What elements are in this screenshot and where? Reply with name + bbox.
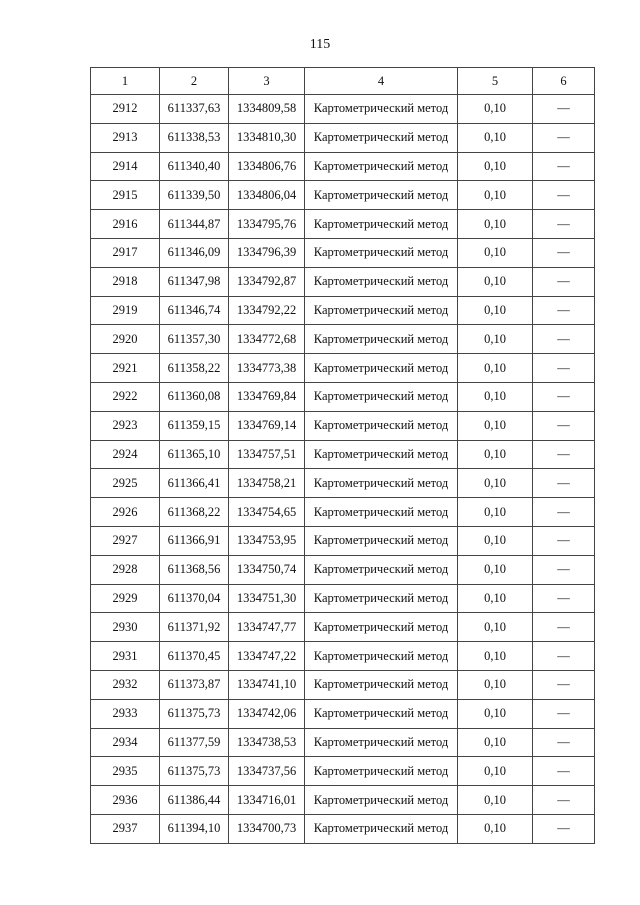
y-coordinate-cell: 1334700,73 [229, 814, 305, 843]
table-row [91, 670, 595, 699]
point-number-cell: 2921 [91, 354, 160, 383]
method-cell: Картометрический метод [305, 123, 458, 152]
coordinates-table [90, 67, 595, 844]
x-coordinate-cell: 611358,22 [160, 354, 229, 383]
note-cell: — [533, 325, 595, 354]
method-cell: Картометрический метод [305, 757, 458, 786]
accuracy-cell: 0,10 [458, 325, 533, 354]
y-coordinate-cell: 1334738,53 [229, 728, 305, 757]
accuracy-cell: 0,10 [458, 757, 533, 786]
x-coordinate-cell: 611360,08 [160, 382, 229, 411]
table-row [91, 498, 595, 527]
table-row [91, 267, 595, 296]
x-coordinate-cell: 611375,73 [160, 699, 229, 728]
point-number-cell: 2928 [91, 555, 160, 584]
method-cell: Картометрический метод [305, 786, 458, 815]
x-coordinate-cell: 611357,30 [160, 325, 229, 354]
note-cell: — [533, 210, 595, 239]
method-cell: Картометрический метод [305, 670, 458, 699]
y-coordinate-cell: 1334769,14 [229, 411, 305, 440]
note-cell: — [533, 642, 595, 671]
y-coordinate-cell: 1334773,38 [229, 354, 305, 383]
point-number-cell: 2927 [91, 526, 160, 555]
y-coordinate-cell: 1334810,30 [229, 123, 305, 152]
accuracy-cell: 0,10 [458, 814, 533, 843]
point-number-cell: 2913 [91, 123, 160, 152]
method-cell: Картометрический метод [305, 95, 458, 124]
note-cell: — [533, 181, 595, 210]
x-coordinate-cell: 611373,87 [160, 670, 229, 699]
point-number-cell: 2936 [91, 786, 160, 815]
accuracy-cell: 0,10 [458, 670, 533, 699]
point-number-cell: 2937 [91, 814, 160, 843]
accuracy-cell: 0,10 [458, 498, 533, 527]
point-number-cell: 2926 [91, 498, 160, 527]
y-coordinate-cell: 1334742,06 [229, 699, 305, 728]
y-coordinate-cell: 1334796,39 [229, 238, 305, 267]
note-cell: — [533, 555, 595, 584]
table-row [91, 642, 595, 671]
x-coordinate-cell: 611366,41 [160, 469, 229, 498]
accuracy-cell: 0,10 [458, 440, 533, 469]
method-cell: Картометрический метод [305, 699, 458, 728]
table-row [91, 325, 595, 354]
method-cell: Картометрический метод [305, 526, 458, 555]
method-cell: Картометрический метод [305, 411, 458, 440]
y-coordinate-cell: 1334741,10 [229, 670, 305, 699]
y-coordinate-cell: 1334737,56 [229, 757, 305, 786]
table-row [91, 613, 595, 642]
point-number-cell: 2922 [91, 382, 160, 411]
note-cell: — [533, 584, 595, 613]
accuracy-cell: 0,10 [458, 210, 533, 239]
method-cell: Картометрический метод [305, 584, 458, 613]
x-coordinate-cell: 611371,92 [160, 613, 229, 642]
x-coordinate-cell: 611365,10 [160, 440, 229, 469]
accuracy-cell: 0,10 [458, 786, 533, 815]
x-coordinate-cell: 611368,22 [160, 498, 229, 527]
note-cell: — [533, 757, 595, 786]
accuracy-cell: 0,10 [458, 411, 533, 440]
column-header: 2 [160, 68, 229, 95]
accuracy-cell: 0,10 [458, 95, 533, 124]
y-coordinate-cell: 1334754,65 [229, 498, 305, 527]
x-coordinate-cell: 611394,10 [160, 814, 229, 843]
y-coordinate-cell: 1334809,58 [229, 95, 305, 124]
table-row [91, 440, 595, 469]
accuracy-cell: 0,10 [458, 555, 533, 584]
point-number-cell: 2932 [91, 670, 160, 699]
note-cell: — [533, 238, 595, 267]
y-coordinate-cell: 1334792,87 [229, 267, 305, 296]
column-header: 6 [533, 68, 595, 95]
table-row [91, 469, 595, 498]
table-row [91, 526, 595, 555]
point-number-cell: 2915 [91, 181, 160, 210]
page-number: 115 [309, 37, 331, 52]
column-header: 1 [91, 68, 160, 95]
method-cell: Картометрический метод [305, 325, 458, 354]
x-coordinate-cell: 611377,59 [160, 728, 229, 757]
table-row [91, 152, 595, 181]
point-number-cell: 2918 [91, 267, 160, 296]
accuracy-cell: 0,10 [458, 613, 533, 642]
x-coordinate-cell: 611368,56 [160, 555, 229, 584]
y-coordinate-cell: 1334806,04 [229, 181, 305, 210]
note-cell: — [533, 526, 595, 555]
method-cell: Картометрический метод [305, 382, 458, 411]
table-row [91, 584, 595, 613]
accuracy-cell: 0,10 [458, 181, 533, 210]
y-coordinate-cell: 1334716,01 [229, 786, 305, 815]
accuracy-cell: 0,10 [458, 642, 533, 671]
note-cell: — [533, 814, 595, 843]
note-cell: — [533, 95, 595, 124]
note-cell: — [533, 267, 595, 296]
method-cell: Картометрический метод [305, 296, 458, 325]
point-number-cell: 2917 [91, 238, 160, 267]
y-coordinate-cell: 1334753,95 [229, 526, 305, 555]
x-coordinate-cell: 611375,73 [160, 757, 229, 786]
accuracy-cell: 0,10 [458, 584, 533, 613]
y-coordinate-cell: 1334747,77 [229, 613, 305, 642]
y-coordinate-cell: 1334772,68 [229, 325, 305, 354]
point-number-cell: 2934 [91, 728, 160, 757]
method-cell: Картометрический метод [305, 728, 458, 757]
note-cell: — [533, 152, 595, 181]
method-cell: Картометрический метод [305, 469, 458, 498]
method-cell: Картометрический метод [305, 440, 458, 469]
point-number-cell: 2919 [91, 296, 160, 325]
column-header: 3 [229, 68, 305, 95]
y-coordinate-cell: 1334806,76 [229, 152, 305, 181]
x-coordinate-cell: 611344,87 [160, 210, 229, 239]
accuracy-cell: 0,10 [458, 123, 533, 152]
table-row [91, 296, 595, 325]
accuracy-cell: 0,10 [458, 238, 533, 267]
point-number-cell: 2929 [91, 584, 160, 613]
method-cell: Картометрический метод [305, 642, 458, 671]
method-cell: Картометрический метод [305, 210, 458, 239]
y-coordinate-cell: 1334757,51 [229, 440, 305, 469]
table-row [91, 411, 595, 440]
point-number-cell: 2912 [91, 95, 160, 124]
point-number-cell: 2916 [91, 210, 160, 239]
note-cell: — [533, 123, 595, 152]
y-coordinate-cell: 1334758,21 [229, 469, 305, 498]
x-coordinate-cell: 611347,98 [160, 267, 229, 296]
method-cell: Картометрический метод [305, 555, 458, 584]
x-coordinate-cell: 611339,50 [160, 181, 229, 210]
point-number-cell: 2935 [91, 757, 160, 786]
note-cell: — [533, 354, 595, 383]
method-cell: Картометрический метод [305, 152, 458, 181]
note-cell: — [533, 728, 595, 757]
method-cell: Картометрический метод [305, 354, 458, 383]
method-cell: Картометрический метод [305, 613, 458, 642]
table-row [91, 238, 595, 267]
method-cell: Картометрический метод [305, 181, 458, 210]
x-coordinate-cell: 611346,74 [160, 296, 229, 325]
method-cell: Картометрический метод [305, 238, 458, 267]
table-row [91, 757, 595, 786]
y-coordinate-cell: 1334795,76 [229, 210, 305, 239]
x-coordinate-cell: 611340,40 [160, 152, 229, 181]
x-coordinate-cell: 611346,09 [160, 238, 229, 267]
table-row [91, 95, 595, 124]
accuracy-cell: 0,10 [458, 526, 533, 555]
table-row [91, 814, 595, 843]
accuracy-cell: 0,10 [458, 296, 533, 325]
note-cell: — [533, 786, 595, 815]
accuracy-cell: 0,10 [458, 267, 533, 296]
y-coordinate-cell: 1334769,84 [229, 382, 305, 411]
note-cell: — [533, 296, 595, 325]
column-header: 5 [458, 68, 533, 95]
y-coordinate-cell: 1334792,22 [229, 296, 305, 325]
accuracy-cell: 0,10 [458, 152, 533, 181]
note-cell: — [533, 613, 595, 642]
point-number-cell: 2924 [91, 440, 160, 469]
note-cell: — [533, 469, 595, 498]
table-row [91, 382, 595, 411]
accuracy-cell: 0,10 [458, 469, 533, 498]
x-coordinate-cell: 611338,53 [160, 123, 229, 152]
accuracy-cell: 0,10 [458, 354, 533, 383]
table-row [91, 728, 595, 757]
method-cell: Картометрический метод [305, 267, 458, 296]
note-cell: — [533, 440, 595, 469]
x-coordinate-cell: 611337,63 [160, 95, 229, 124]
method-cell: Картометрический метод [305, 498, 458, 527]
accuracy-cell: 0,10 [458, 728, 533, 757]
point-number-cell: 2923 [91, 411, 160, 440]
table-header-row [91, 68, 595, 95]
point-number-cell: 2933 [91, 699, 160, 728]
y-coordinate-cell: 1334751,30 [229, 584, 305, 613]
table-row [91, 123, 595, 152]
accuracy-cell: 0,10 [458, 699, 533, 728]
accuracy-cell: 0,10 [458, 382, 533, 411]
table-body [91, 95, 595, 844]
method-cell: Картометрический метод [305, 814, 458, 843]
x-coordinate-cell: 611386,44 [160, 786, 229, 815]
point-number-cell: 2931 [91, 642, 160, 671]
note-cell: — [533, 699, 595, 728]
point-number-cell: 2925 [91, 469, 160, 498]
point-number-cell: 2930 [91, 613, 160, 642]
note-cell: — [533, 670, 595, 699]
x-coordinate-cell: 611359,15 [160, 411, 229, 440]
table-row [91, 786, 595, 815]
table-row [91, 210, 595, 239]
note-cell: — [533, 411, 595, 440]
y-coordinate-cell: 1334747,22 [229, 642, 305, 671]
x-coordinate-cell: 611370,04 [160, 584, 229, 613]
y-coordinate-cell: 1334750,74 [229, 555, 305, 584]
point-number-cell: 2920 [91, 325, 160, 354]
x-coordinate-cell: 611370,45 [160, 642, 229, 671]
point-number-cell: 2914 [91, 152, 160, 181]
note-cell: — [533, 498, 595, 527]
table-row [91, 181, 595, 210]
table-row [91, 354, 595, 383]
table-row [91, 699, 595, 728]
note-cell: — [533, 382, 595, 411]
table-row [91, 555, 595, 584]
column-header: 4 [305, 68, 458, 95]
x-coordinate-cell: 611366,91 [160, 526, 229, 555]
